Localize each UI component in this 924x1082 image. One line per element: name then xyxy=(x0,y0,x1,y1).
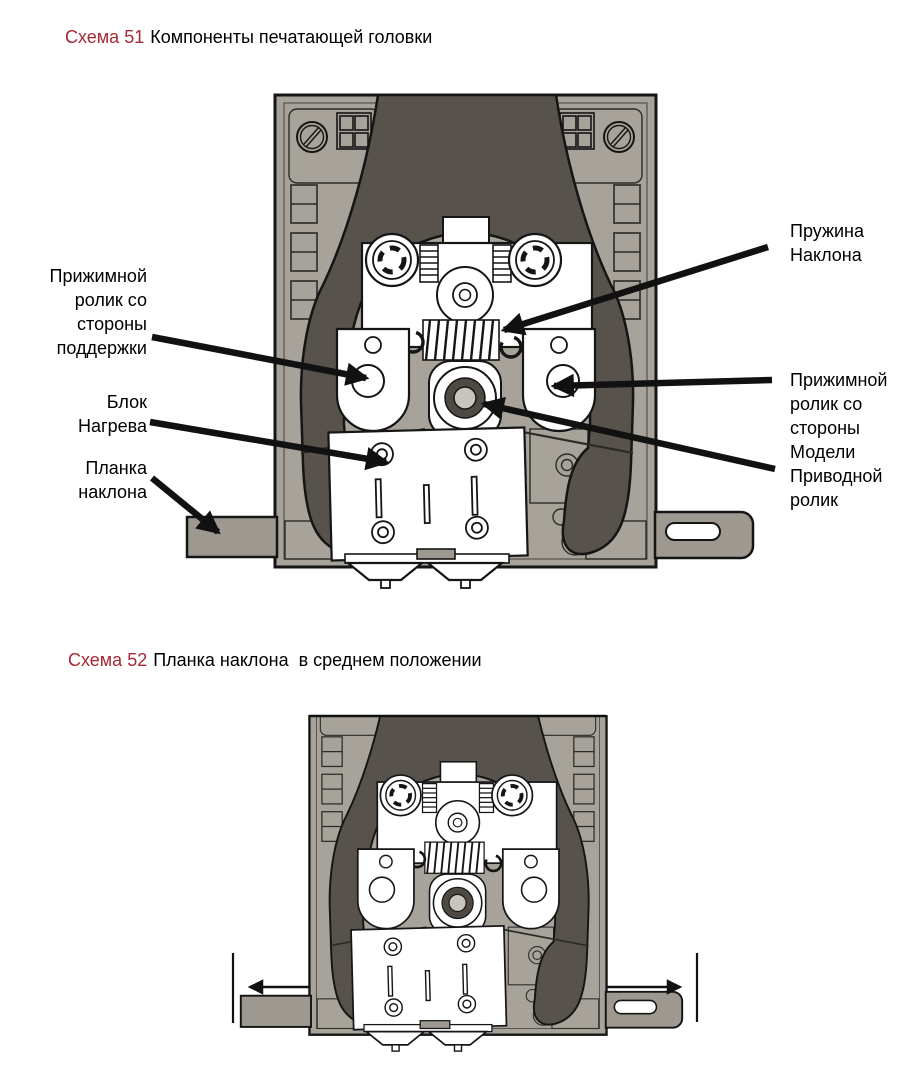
callout-pinch-roller-support: Прижимной ролик со стороны поддержки xyxy=(49,266,147,358)
callout-tilt-spring: Пружина Наклона xyxy=(790,221,864,265)
figure-51-caption xyxy=(65,27,432,48)
printhead-diagram-2 xyxy=(239,715,684,1055)
figure-51-title: Компоненты печатающей головки xyxy=(150,27,433,47)
callout-pinch-roller-model: Прижимной ролик со стороны Модели xyxy=(790,370,888,462)
callout-heater-block: Блок Нагрева xyxy=(78,392,147,436)
figure-52-number: Схема 52 xyxy=(68,650,148,670)
callout-drive-roller: Приводной ролик xyxy=(790,466,883,510)
figure-52-title: Планка наклона в среднем положении xyxy=(153,650,482,670)
figure-51-number: Схема 51 xyxy=(65,27,145,47)
figure-52-caption xyxy=(68,650,482,671)
printhead-diagram-1 xyxy=(185,93,755,593)
callout-tilt-bar: Планка наклона xyxy=(78,458,147,502)
